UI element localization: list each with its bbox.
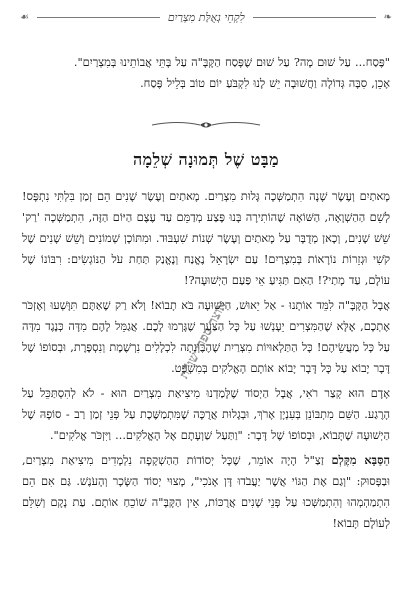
header-rule-right [37, 17, 160, 18]
body-section [22, 186, 390, 538]
body-paragraph-4 [22, 450, 390, 534]
body-paragraph-4-text: זַצַ"ל הָיָה אוֹמֵר, שֶׁכָּל יְסוֹדוֹת הַהַשְׁקָפָה נִלְמָדִים מִיצִיאַת מִצְרַיִם, וּבַפָּסוּק: "וְגַם אֶת הַגּוֹי אֲשֶׁר יַעֲבֹדוּ דָּן אָנֹכִי", מָצוּי יְסוֹד הַשָּׂכָר וְהָעֹנֶשׁ. גַּם אִם הֵם הִתְמַהְמְהוּ וְהִתְמַשְּׁכוּ עַל פְּנֵי שָׁנִים אֲרֻכּוֹת, אֵין הַקָּבָּ"ה שׁוֹכֵחַ אוֹתָם. עַת נָקָם וְשִׁלֵּם לְעוֹלָם תָּבוֹא! [22, 454, 390, 530]
watermark-stamp-text: אוצר ספרי שו"ת [176, 299, 231, 382]
ornamental-divider-icon [150, 118, 262, 132]
intro-section [22, 52, 390, 94]
header-title: לִקְחֵי גְאֻלַּת מִצְרַיִם [167, 10, 245, 24]
header-ornament-left-icon: ❧ [383, 11, 392, 23]
header-rule-left [253, 17, 376, 18]
section-title: מַבָּט שֶׁל תְּמוּנָה שְׁלֵמָה [132, 150, 280, 169]
intro-paragraph-1: "פֶּסַח... עַל שׁוּם מָה? עַל שׁוּם שֶׁפָּסַח הַקָּבָּ"ה עַל בָּתֵּי אֲבוֹתֵינוּ בְּמִצְרַיִם". [73, 56, 390, 69]
paragraph-lead-name: הַסַּבָּא מִקֶּלְם [331, 453, 390, 467]
body-paragraph-1: מָאתַיִם וְעֶשֶׂר שָׁנָה הִתְמַשְּׁכָה גָּלוּת מִצְרַיִם. מָאתַיִם וְעֶשֶׂר שָׁנִים הֵם זְמַן בִּלְתִּי נִתְפָּס! לְשֵׁם הַהַשְׁוָאָה, הַשּׁוֹאָה שֶׁהוֹתִירָה בָּנוּ פֶּצַע מְדַמֵּם עַד עֶצֶם הַיּוֹם הַזֶּה, הִתְמַשְּׁכָה 'רַק' שֵׁשׁ שָׁנִים, וְכָאן מְדֻבָּר עַל מָאתַיִם וְעֶשֶׂר שְׁנוֹת שִׁעְבּוּד. וּמִתּוֹכָן שְׁמוֹנִים וָשֵׁשׁ שָׁנִים שֶׁל קֹשִׁי וּגְזֵרוֹת נוֹרָאוֹת בְּמִצְרַיִם! עַם יִשְׂרָאֵל נֶאֱנַח וְנֶאֱנַק תַּחַת עֹל הַנּוֹגְשִׂים: רִבּוֹנוֹ שֶׁל עוֹלָם, עַד מָתַי?! הַאִם תַּגִּיעַ אֵי פַּעַם הַיְשׁוּעָה?! [22, 190, 390, 287]
running-header [20, 6, 392, 28]
body-paragraph-3: אָדָם הוּא קְצַר רֹאִי, אֲבָל הַיְסוֹד שֶׁלָּמַדְנוּ מִיצִיאַת מִצְרַיִם הוּא - לֹא לְהִסְתַּכֵּל עַל הָרֶגַע. הַשֵּׁם מִתְבּוֹנֵן בְּעִנְיָן אָרֹךְ, וּבְגָלוּת אֲרֻכָּה שֶׁמִּתְמַשֶּׁכֶת עַל פְּנֵי זְמַן רַב - סוֹפָהּ שֶׁל הַיְשׁוּעָה שֶׁתָּבוֹא, וּבְסוֹפוֹ שֶׁל דָּבָר: "וַתַּעַל שַׁוְעָתָם אֶל הָאֱלֹקִים... וַיִּזְכֹּר אֱלֹקִים". [22, 387, 390, 442]
intro-paragraph-2: אָכֵן, סִבָּה גְּדוֹלָה וַחֲשׁוּבָה יֵשׁ לָנוּ לִקְבֹּעַ יוֹם טוֹב בְּלֵיל פֶּסַח. [140, 77, 390, 90]
body-paragraph-2: אֲבָל הַקָּבָּ"ה לִמֵּד אוֹתָנוּ - אַל יֵאוּשׁ, הַיְשׁוּעָה בֹּא תָבוֹא! וְלֹא רַק שֶׁאַתֶּם תִּוָּשְׁעוּ וְאֶזְכֹּר אֶתְכֶם, אֶלָּא שֶׁהַמִּצְרִים יֵעָנְשׁוּ עַל כָּל הַצַּעַר שֶׁגָּרְמוּ לָכֶם. אֲגַמֵּל לָהֶם מִדָּה כְּנֶגֶד מִדָּה עַל כָּל מַעֲשֵׂיהֶם! כָּל הַתַּלְאוּיוֹת מִצְרַיִת שֶׁהֶבֶּוְנָתָה לִכְלָלִים נִרְשֶׁמֶת וְנִסְפֶּרֶת, וּבְסוֹפוֹ שֶׁל דָּבָר יָבוֹא עַל כָּל דָּבָר יָבוֹא אוֹתָם הָאֱלֹקִים בְּמִשְׁפָּט. [22, 299, 390, 375]
header-ornament-right-icon: ☙ [20, 11, 29, 23]
